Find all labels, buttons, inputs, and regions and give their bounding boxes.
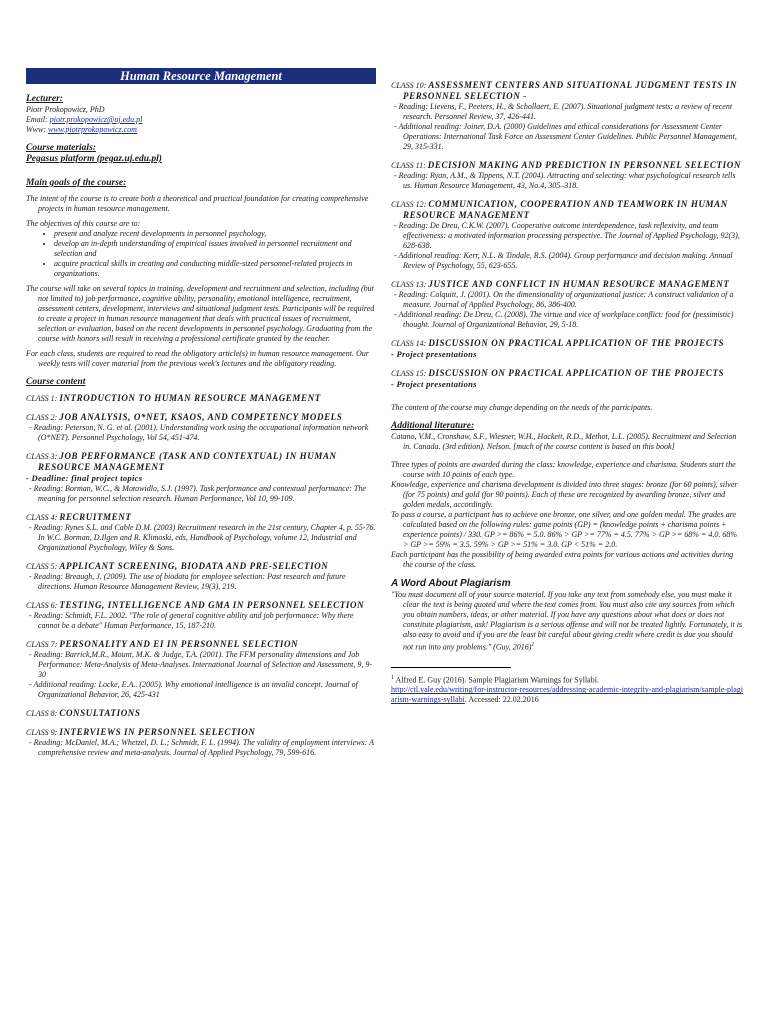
class-reading: - Reading: McDaniel, M.A.; Whetzel, D. L.; Schmidt, F. L. (1994). The validity of employment interviews: A comprehensive review and meta-analysis. Journal of Applied Psychology, 79, 599-616. (29, 738, 374, 757)
lecturer-section (26, 94, 376, 135)
class-block (391, 160, 743, 191)
class-reading: - Reading: Ryan, A.M., & Tippens, N.T. (2004). Attracting and selecting: what psychological research tells us. Human Resource Management, 43, No.4, 305–318. (394, 171, 736, 190)
goals-intro: The intent of the course is to create both a theoretical and practical foundation for creating comprehensive projects in human resource management. (26, 194, 369, 213)
class-block (26, 727, 376, 758)
class-heading (391, 368, 743, 379)
points-paragraph: Each participant has the possibility of being awarded extra points for various actions and activities during the course of the class. (391, 550, 734, 569)
class-title: DISCUSSION ON PRACTICAL APPLICATION OF THE PROJECTS (428, 368, 725, 378)
class-reading: - Reading: Breaugh, J. (2009). The use of biodata for employee selection: Past research and future directions. Human Resource Management Review, 19(3), 219. (29, 572, 346, 591)
class-title: JOB ANALYSIS, O*NET, KSAOS, AND COMPETENCY MODELS (59, 412, 343, 422)
class-heading (391, 338, 743, 349)
class-block (26, 600, 376, 631)
points-paragraph: To pass a course, a participant has to achieve one bronze, one silver, and one golden medal. The grades are calculated based on the following rules: game points (GP) = (knowledge points + charisma points + experience points) / 330. GP >= 86% = 5.0. 86% > GP >= 77% = 4.5. 77% > GP >= 68% = 4.0. 68% > GP >= 59% = 3.5. 59% > GP >= 51% = 3.0. GP < 51% = 2.0. (391, 510, 738, 549)
class-number: CLASS 6: (26, 601, 60, 610)
class-block (391, 80, 743, 152)
points-section (391, 460, 743, 570)
lecturer-www: Www: www.piotrprokopowicz.com (26, 125, 137, 134)
points-paragraph: Knowledge, experience and charisma development is divided into three stages: bronze (for 60 points), silver (for 75 points) and gold (for 90 points). Each of these are recognized by awarding bronze, silver and golden medals, accordingly. (391, 480, 738, 509)
class-number: CLASS 2: (26, 413, 60, 422)
class-number: CLASS 13: (391, 280, 429, 289)
class-project-note: - Project presentations (391, 379, 477, 389)
plagiarism-text: "You must document all of your source material. If you take any text from somebody else, you must make it clear the text is being quoted and where the text comes from. You must also cite any sources from which you obtain numbers, ideas, or other material. If you have any questions about what does or does not constitute plagiarism, ask! Plagiarism is a serious offense and will not be treated lightly. Fortunately, it is also easy to avoid and if you are the least bit careful about giving credit where credit is due you should not run into any problems." (Guy, 2016)$^1$ (391, 590, 743, 652)
class-heading (391, 160, 743, 171)
class-block (26, 451, 376, 504)
class-number: CLASS 15: (391, 369, 429, 378)
list-item: • acquire practical skills in creating and conducting middle-sized personnel-related projects in organizations. (54, 259, 376, 279)
class-heading (26, 451, 376, 473)
right-column (391, 80, 743, 705)
class-number: CLASS 1: (26, 394, 60, 403)
class-number: CLASS 11: (391, 161, 428, 170)
class-number: CLASS 4: (26, 513, 60, 522)
class-heading (26, 639, 376, 650)
lecturer-email: Email: piotr.prokopowicz@uj.edu.pl (26, 115, 143, 124)
class-title: COMMUNICATION, COOPERATION AND TEAMWORK IN HUMAN RESOURCE MANAGEMENT (403, 199, 728, 220)
class-number: CLASS 12: (391, 200, 429, 209)
class-title: DISCUSSION ON PRACTICAL APPLICATION OF THE PROJECTS (428, 338, 725, 348)
class-reading: - Reading: Borman, W.C., & Motowidlo, S.J. (1997). Task performance and contextual performance: The meaning for personnel selection research. Human Performance, Vol 10, 99-109. (29, 484, 366, 503)
class-reading: - Additional reading: De Dreu, C. (2008). The virtue and vice of workplace conflict: food for (pessimistic) thought. Journal of Organizational Behavior, 29, 5-18. (394, 310, 734, 329)
class-list-left (26, 393, 376, 758)
objectives-intro: The objectives of this course are to: (26, 219, 141, 228)
materials-section (26, 143, 376, 165)
footnote-link[interactable]: http://ctl.yale.edu/writing/for-instructor-resources/addressing-academic-integrity-and-plagiarism/sample-plagiarism-warnings-syllabi (391, 685, 744, 705)
class-title: PERSONALITY AND EI IN PERSONNEL SELECTION (59, 639, 299, 649)
class-number: CLASS 10: (391, 81, 429, 90)
class-title: CONSULTATIONS (59, 708, 141, 718)
class-title: APPLICANT SCREENING, BIODATA AND PRE-SELECTION (59, 561, 329, 571)
class-title: RECRUITMENT (59, 512, 132, 522)
materials-label: Course materials: (26, 143, 96, 153)
class-title: ASSESSMENT CENTERS AND SITUATIONAL JUDGMENT TESTS IN PERSONNEL SELECTION - (403, 80, 737, 101)
class-reading: - Reading: Schmidt, F.L. 2002. "The role of general cognitive ability and job performance: Why there cannot be a debate" Human Performance, 15, 187-210. (29, 611, 354, 630)
class-block (26, 639, 376, 700)
list-item: • present and analyze recent developments in personnel psychology, (54, 229, 376, 239)
class-project-note: - Project presentations (391, 349, 477, 359)
reading-paragraph: For each class, students are required to read the obligatory article(s) in human resource management. Our weekly tests will cover material from the previous week's lectures and the obligatory reading. (26, 349, 369, 368)
class-heading (26, 393, 376, 404)
class-title: INTRODUCTION TO HUMAN RESOURCE MANAGEMENT (59, 393, 321, 403)
class-heading (26, 600, 376, 611)
class-reading: - Reading: Peterson, N. G. et al. (2001). Understanding work using the occupational information network (O*NET). Personnel Psychology, Vol 54, 451-474. (29, 423, 369, 442)
class-title: JOB PERFORMANCE (TASK AND CONTEXTUAL) IN HUMAN RESOURCE MANAGEMENT (38, 451, 337, 472)
class-reading: - Reading: Rynes S.L. and Cable D.M. (2003) Recruitment research in the 21st century, Chapter 4, p. 55-76. In W.C. Borman, D.Ilgen and R. Klimoski, eds, Handbook of Psychology, volume 12, Industrial and Organizational Psychology, Wiley & Sons. (29, 523, 376, 552)
class-number: CLASS 5: (26, 562, 60, 571)
points-paragraph: Three types of points are awarded during the class: knowledge, experience and charisma. Students start the course with 10 points of each type. (391, 460, 736, 479)
class-heading (391, 199, 743, 221)
class-heading (26, 512, 376, 523)
lecturer-label: Lecturer: (26, 94, 63, 104)
class-block (391, 199, 743, 271)
lecturer-name: Piotr Prokopowicz, PhD (26, 105, 105, 114)
class-heading (26, 561, 376, 572)
left-column (26, 68, 376, 766)
class-deadline: - Deadline: final project topics (26, 473, 143, 483)
class-heading (26, 412, 376, 423)
class-heading (26, 727, 376, 738)
class-reading: - Additional reading: Kerr, N.L. & Tindale, R.S. (2004). Group performance and decision making. Annual Review of Psychology, 55, 623-655. (394, 251, 733, 270)
class-reading: - Reading: Lievens, F., Peeters, H., & Schollaert, E. (2007). Situational judgment tests: a review of recent research. Personnel Review, 37, 426-441. (394, 102, 733, 121)
class-reading: - Additional reading: Locke, E.A.. (2005). Why emotional intelligence is an invalid concept. Journal of Organizational Behavior, 26, 425-431 (29, 680, 358, 699)
class-reading: - Reading: Colquitt, J. (2001). On the dimensionality of organizational justice: A construct validation of a measure. Journal of Applied Psychology, 86, 386-400. (394, 290, 734, 309)
class-block (391, 338, 743, 360)
class-reading: - Reading: Barrick,M.R., Mount, M.K. & Judge, T.A. (2001). The FFM personality dimensions and Job Performance: Meta-Analysis of Meta-Analyses. International Journal of Selection and Assessment, 9, 9-30 (29, 650, 373, 679)
objectives-list (26, 229, 376, 279)
class-title: JUSTICE AND CONFLICT IN HUMAN RESOURCE MANAGEMENT (428, 279, 730, 289)
list-item: • develop an in-depth understanding of empirical issues involved in personnel recruitment and selection and (54, 239, 376, 259)
class-block (26, 412, 376, 443)
website-link[interactable]: www.piotrprokopowicz.com (48, 125, 137, 134)
class-heading (391, 80, 743, 102)
additional-text: Catano, V.M., Cronshaw, S.F., Wiesner, W.H., Hackett, R.D., Methot, L.L. (2005). Recruitment and Selection in. Canada. (3rd edition). Nelson. [much of the course content is based on this book] (391, 432, 737, 451)
class-number: CLASS 9: (26, 728, 60, 737)
class-number: CLASS 14: (391, 339, 429, 348)
class-reading: - Additional reading: Joiner, D.A. (2000) Guidelines and ethical considerations for Assessment Center Operations: International Task Force on Assessment Center Guidelines. Public Personnel Management, 29, 315-331. (394, 122, 737, 151)
class-block (26, 393, 376, 404)
topics-paragraph: The course will take on several topics in training, development and recruitment and selection, including (but not limited to) job performance, cognitive ability, personality, emotional intelligence, recruitment, assessment centers, development, interviews and situational judgment tests. Participants will be required to create a project in human resource management that deals with practical issues of recruitment, selection or evaluation, based on the recent developments in personnel psychology. Graduating from the course with honors will result in receiving a professional certificate granted by the teacher. (26, 284, 375, 343)
class-number: CLASS 8: (26, 709, 60, 718)
class-block (26, 512, 376, 553)
plagiarism-heading: A Word About Plagiarism (391, 578, 511, 589)
class-heading (26, 708, 376, 719)
class-title: TESTING, INTELLIGENCE AND GMA IN PERSONNEL SELECTION (59, 600, 365, 610)
email-link[interactable]: piotr.prokopowicz@uj.edu.pl (49, 115, 143, 124)
class-title: INTERVIEWS IN PERSONNEL SELECTION (59, 727, 256, 737)
class-title: DECISION MAKING AND PREDICTION IN PERSONNEL SELECTION (427, 160, 741, 170)
class-block (26, 708, 376, 719)
goals-label: Main goals of the course: (26, 178, 127, 188)
footnote: $^1$ Alfred E. Guy (2016). Sample Plagiarism Warnings for Syllabi. http://ctl.yale.edu/writing/for-instructor-resources/addressing-academic-integrity-and-plagiarism/sample-plagiarism-warnings-syllabi. Accessed: 22.02.2016 (391, 674, 744, 705)
content-note: The content of the course may change depending on the needs of the participants. (391, 403, 653, 412)
class-block (391, 279, 743, 330)
materials-text: Pegasus platform (pegaz.uj.edu.pl) (26, 154, 162, 164)
class-block (391, 368, 743, 390)
class-heading (391, 279, 743, 290)
class-list-right (391, 80, 743, 390)
class-number: CLASS 3: (26, 452, 60, 461)
content-label: Course content (26, 377, 86, 387)
class-number: CLASS 7: (26, 640, 60, 649)
class-block (26, 561, 376, 592)
class-reading: - Reading: De Dreu, C.K.W. (2007). Cooperative outcome interdependence, task reflexivity, and team effectiveness: a motivated information processing perspective. The Journal of Applied Psychology, 92(3), 628-638. (394, 221, 740, 250)
footnote-divider (391, 667, 511, 668)
additional-label: Additional literature: (391, 421, 475, 431)
page-title: Human Resource Management (26, 68, 376, 84)
